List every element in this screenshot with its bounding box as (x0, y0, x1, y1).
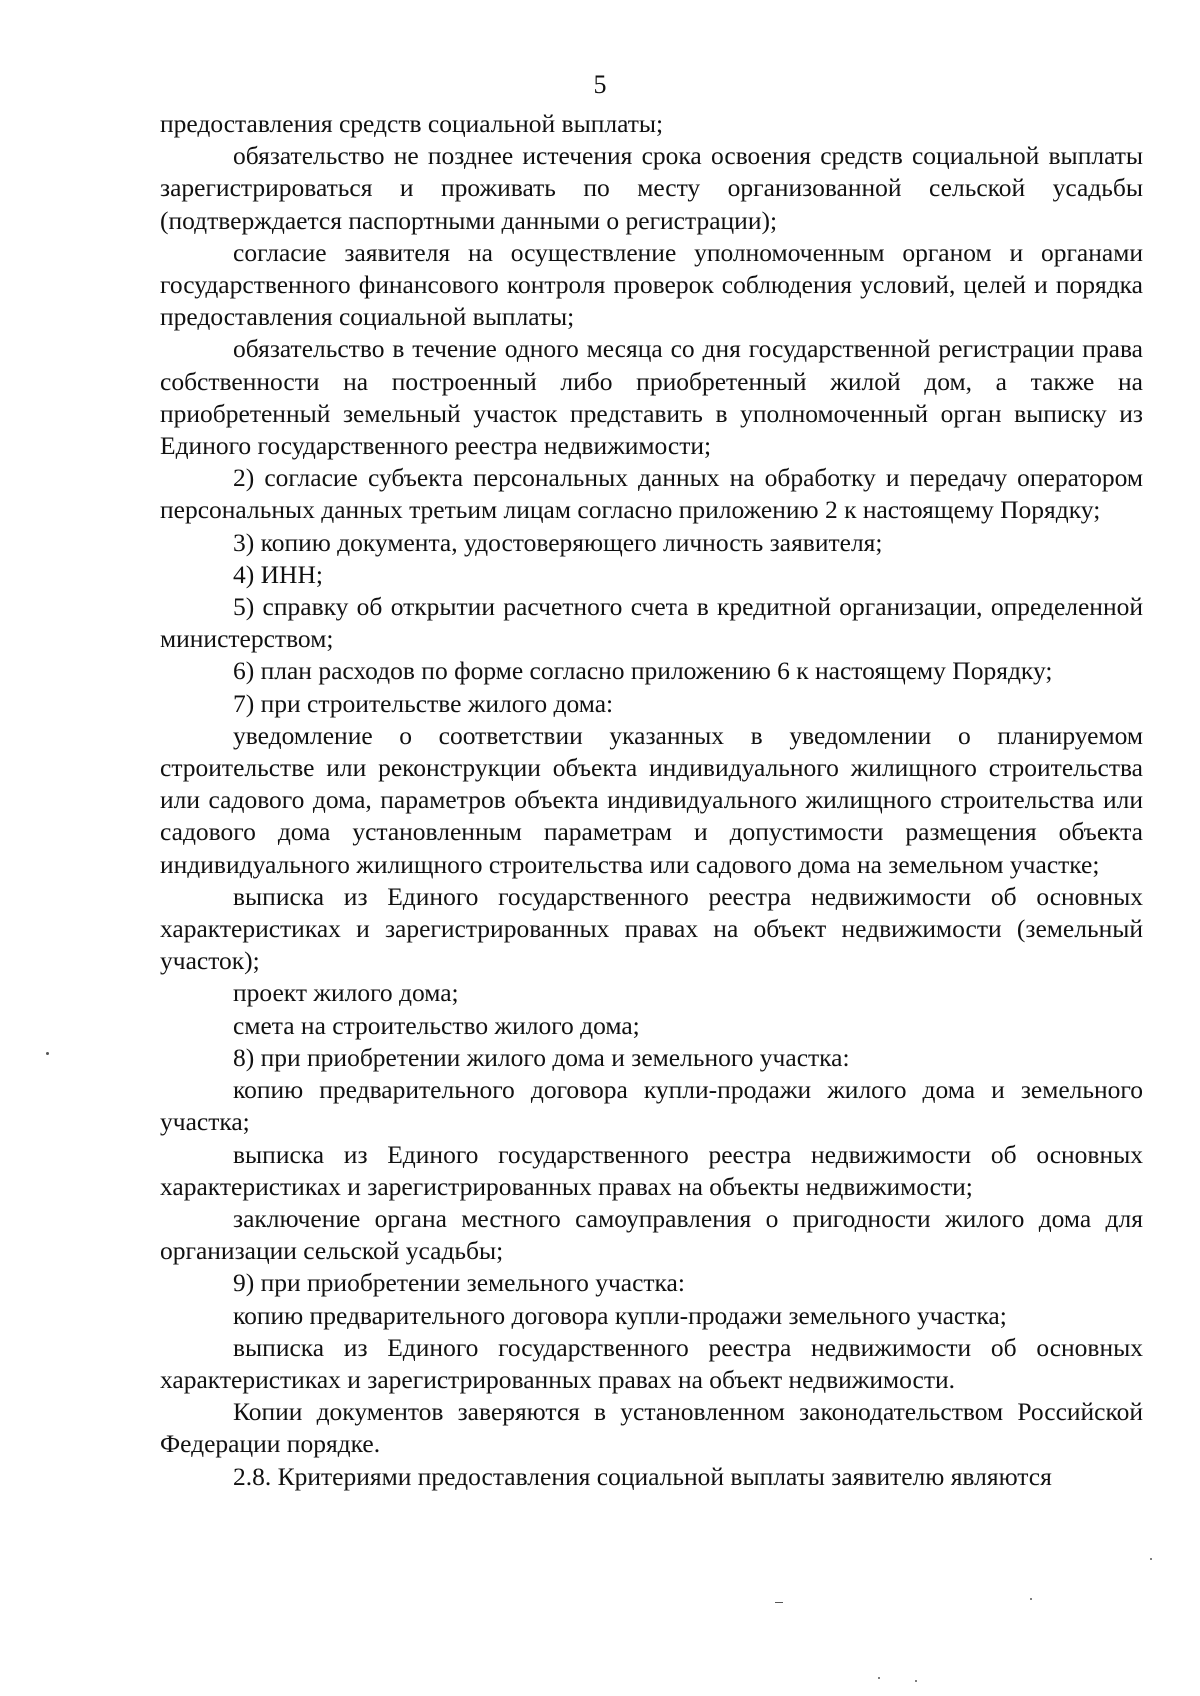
scan-speck (1030, 1598, 1032, 1600)
paragraph-object-extract: выписка из Единого государственного реестра недвижимости об основных характеристиках и зарегистрированных правах на объект недвижимости. (160, 1332, 1143, 1394)
paragraph-suitability-conclusion: заключение органа местного самоуправления о пригодности жилого дома для организации сельской усадьбы; (160, 1203, 1143, 1266)
scan-speck (1150, 1558, 1152, 1560)
list-item-2: 2) согласие субъекта персональных данных на обработку и передачу оператором персональных данных третьим лицам согласно приложению 2 к настоящему Порядку; (160, 463, 1143, 525)
page-number: 5 (593, 70, 607, 99)
paragraph-continuation: предоставления средств социальной выплаты; (160, 109, 664, 138)
list-item-3: 3) копию документа, удостоверяющего личность заявителя; (233, 527, 883, 557)
paragraph-obligation-registration: обязательство не позднее истечения срока освоения средств социальной выплаты зарегистрироваться и проживать по месту организованной сельской усадьбы (подтверждается паспортными данными о регистрации); (160, 141, 1143, 235)
paragraph-preliminary-contract-house: копию предварительного договора купли-продажи жилого дома и земельного участка; (160, 1075, 1143, 1137)
scan-speck (46, 1052, 49, 1055)
list-item-7: 7) при строительстве жилого дома: (233, 688, 614, 718)
paragraph-construction-estimate: смета на строительство жилого дома; (233, 1010, 640, 1040)
paragraph-preliminary-contract-land: копию предварительного договора купли-продажи земельного участка; (233, 1300, 1007, 1330)
list-item-5: 5) справку об открытии расчетного счета в кредитной организации, определенной министерством; (160, 592, 1143, 654)
paragraph-consent-inspection: согласие заявителя на осуществление уполномоченным органом и органами государственного финансового контроля проверок соблюдения условий, целей и порядка предоставления социальной выплаты; (160, 237, 1143, 332)
list-item-9: 9) при приобретении земельного участка: (233, 1268, 685, 1298)
scan-speck (915, 1680, 917, 1682)
list-item-4: 4) ИНН; (233, 559, 323, 589)
paragraph-land-extract: выписка из Единого государственного реестра недвижимости об основных характеристиках и зарегистрированных правах на объект недвижимости (земельный участок); (160, 881, 1143, 976)
list-item-8: 8) при приобретении жилого дома и земельного участка: (233, 1042, 850, 1072)
paragraph-obligation-extract: обязательство в течение одного месяца со дня государственной регистрации права собственности на построенный либо приобретенный жилой дом, а также на приобретенный земельный участок представить в уполномоченный орган выписку из Единого государственного реестра недвижимости; (160, 334, 1143, 461)
scan-speck (775, 1602, 783, 1603)
paragraph-objects-extract: выписка из Единого государственного реестра недвижимости об основных характеристиках и зарегистрированных правах на объекты недвижимости; (160, 1139, 1143, 1201)
scan-speck (878, 1677, 880, 1679)
paragraph-copies-certification: Копии документов заверяются в установленном законодательством Российской Федерации порядке. (160, 1397, 1143, 1459)
paragraph-section-2-8: 2.8. Критериями предоставления социальной выплаты заявителю являются (233, 1461, 1052, 1491)
paragraph-house-project: проект жилого дома; (233, 978, 459, 1008)
document-body (160, 108, 1143, 1493)
list-item-6: 6) план расходов по форме согласно приложению 6 к настоящему Порядку; (233, 656, 1053, 686)
paragraph-construction-notice: уведомление о соответствии указанных в уведомлении о планируемом строительстве или реконструкции объекта индивидуального жилищного строительства или садового дома, параметров объекта индивидуального жилищного строительства или садового дома установленным параметрам и допустимости размещения объекта индивидуального жилищного строительства или садового дома на земельном участке; (160, 720, 1143, 879)
